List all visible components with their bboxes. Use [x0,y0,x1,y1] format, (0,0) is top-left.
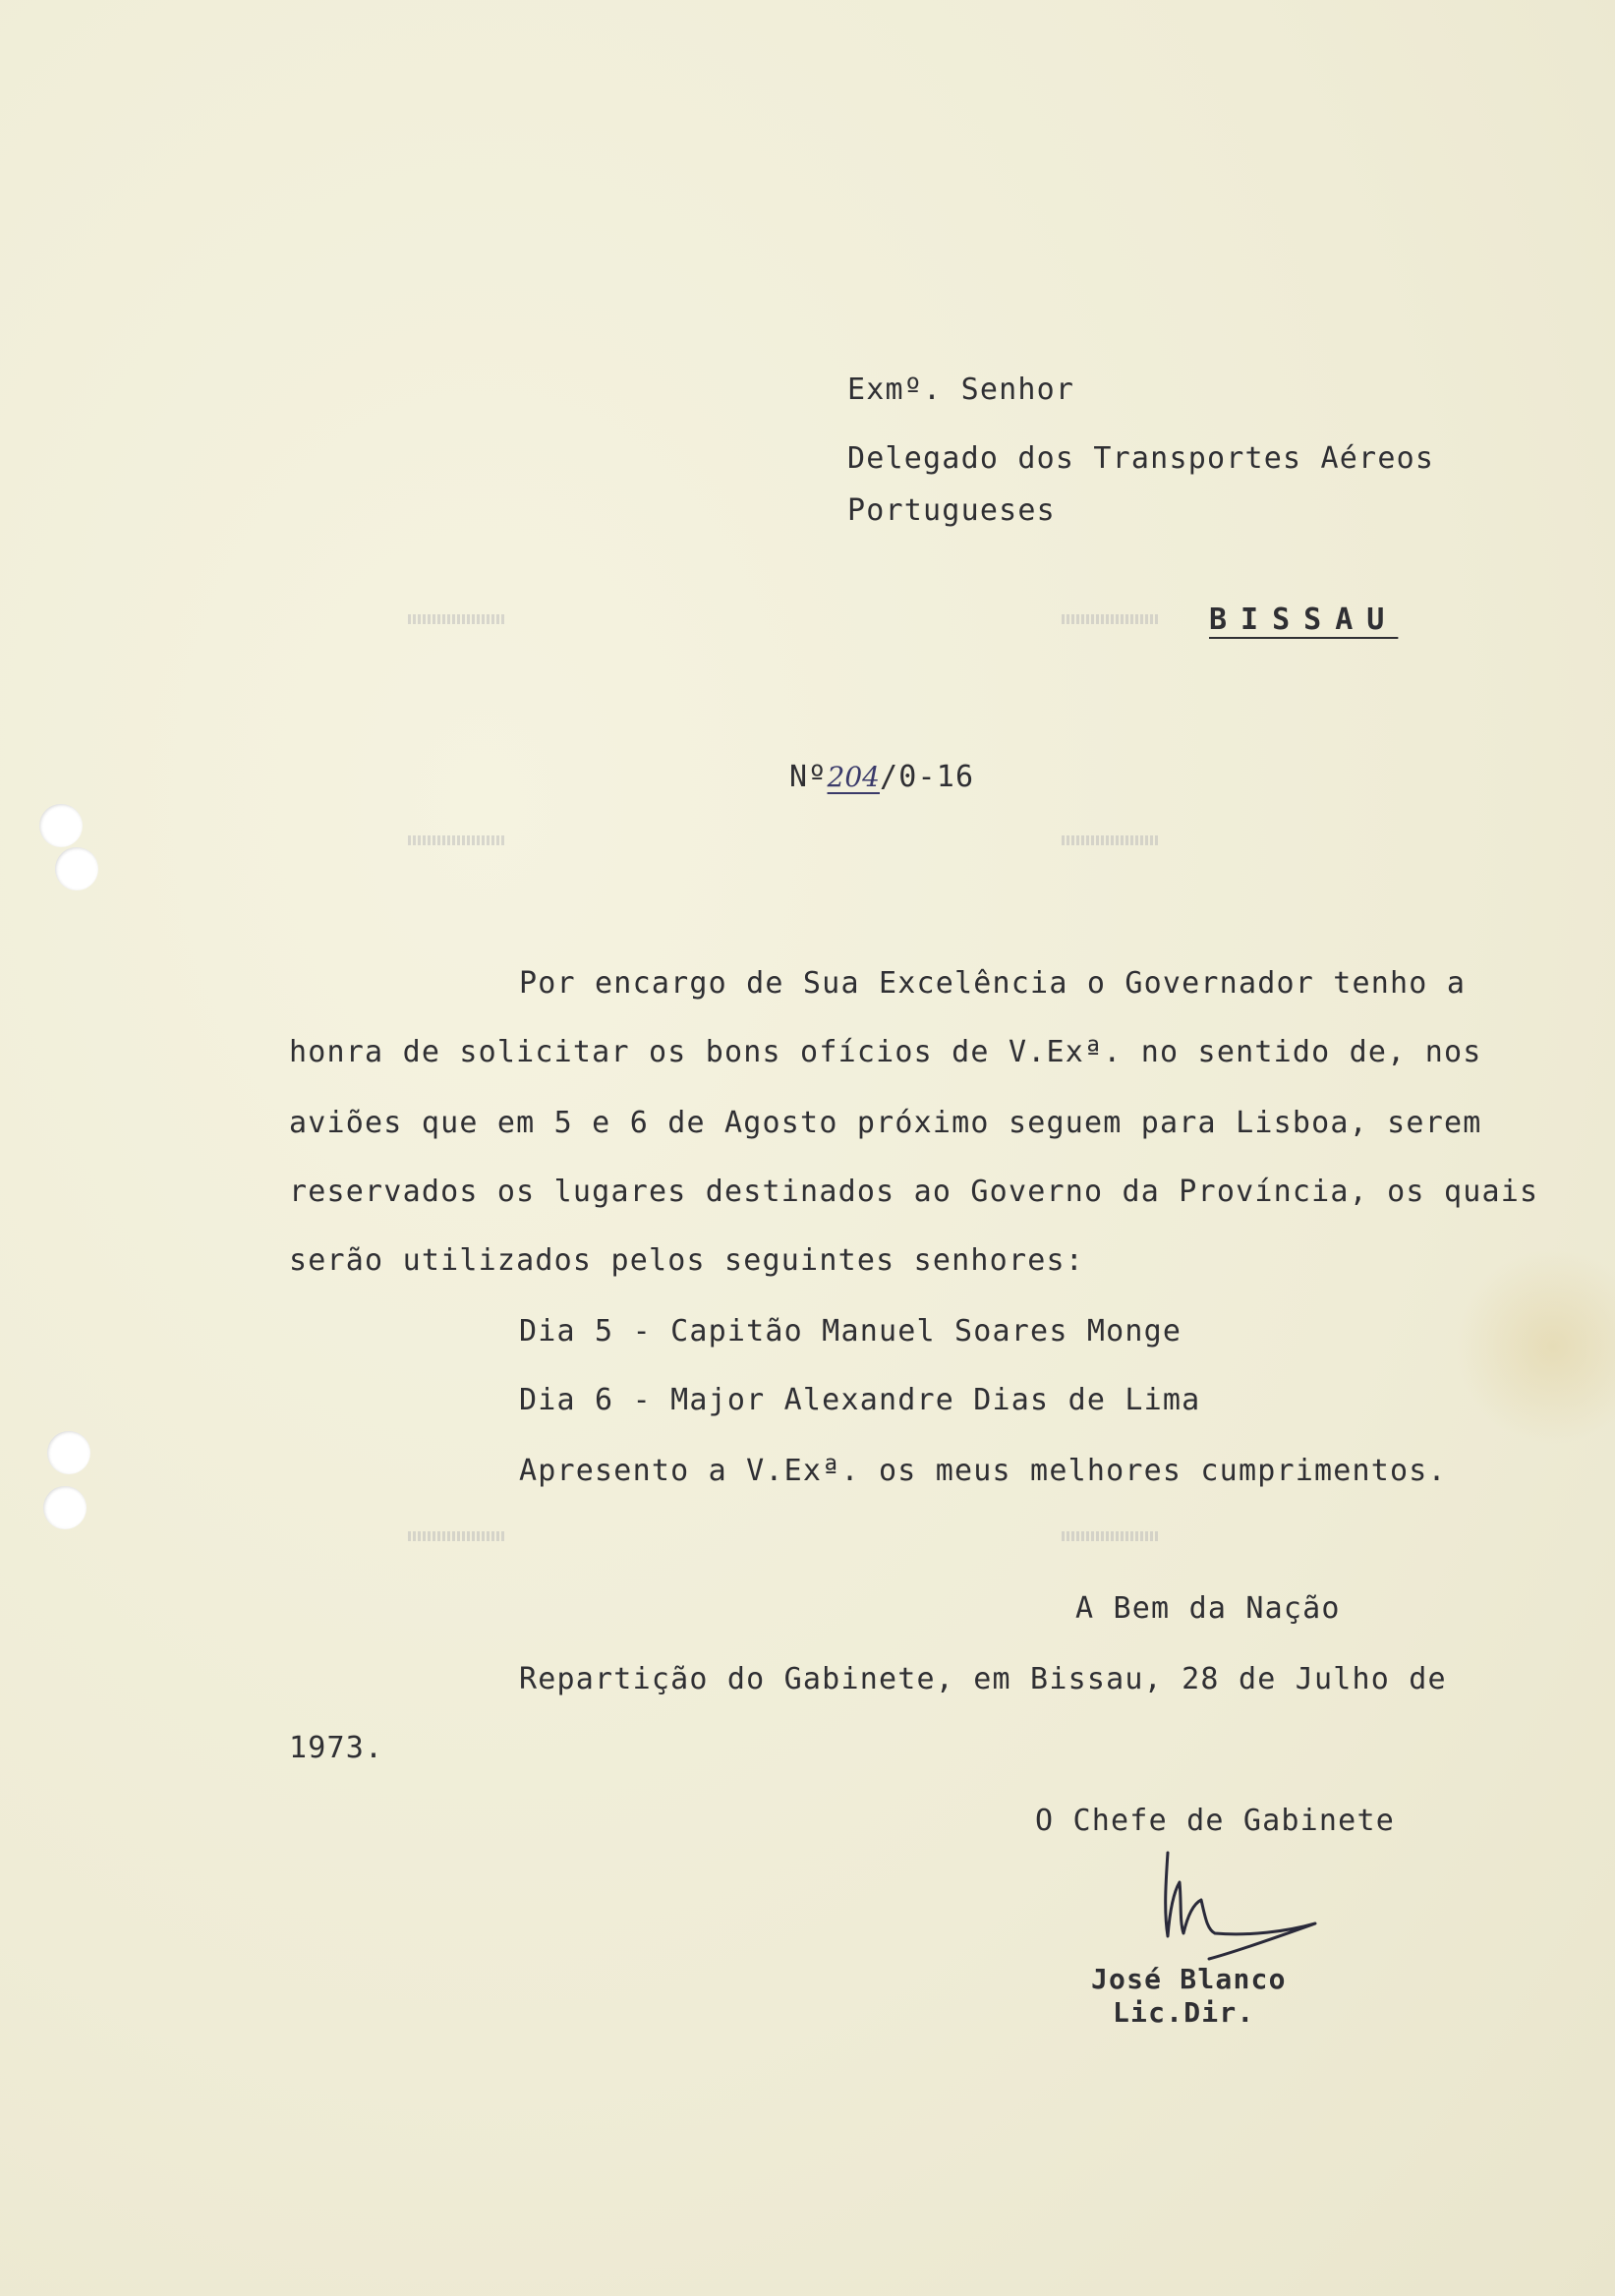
signatory-title: O Chefe de Gabinete [1035,1804,1395,1838]
body-line: Por encargo de Sua Excelência o Governador tenho a [519,966,1467,1001]
salutation: Exmº. Senhor [847,373,1075,407]
list-item: Dia 6 - Major Alexandre Dias de Lima [519,1383,1201,1417]
signatory-name: José Blanco [1091,1963,1287,1995]
recipient-city: BISSAU [1209,603,1399,637]
recipient-line-2: Portugueses [847,493,1056,528]
body-line: reservados os lugares destinados ao Governo da Província, os quais [289,1175,1539,1209]
signature [1150,1843,1327,1971]
faint-mark [1062,1531,1160,1541]
list-item: Dia 5 - Capitão Manuel Soares Monge [519,1314,1182,1349]
body-line: aviões que em 5 e 6 de Agosto próximo seguem para Lisboa, serem [289,1106,1482,1140]
punch-hole [47,1431,90,1474]
reference-number [789,760,975,794]
punch-hole [39,804,83,847]
faint-mark [1062,835,1160,845]
body-line: honra de solicitar os bons ofícios de V.Exª. no sentido de, nos [289,1035,1482,1069]
punch-hole [43,1486,87,1529]
recipient-line-1: Delegado dos Transportes Aéreos [847,441,1435,476]
signatory-credential: Lic.Dir. [1113,1996,1255,2029]
faint-mark [408,1531,506,1541]
place-date-line: Repartição do Gabinete, em Bissau, 28 de Julho de [519,1662,1447,1696]
faint-mark [408,614,506,624]
reference-prefix: Nº [789,760,828,794]
faint-mark [408,835,506,845]
paper-stain [1455,1248,1615,1445]
body-line: serão utilizados pelos seguintes senhores: [289,1243,1084,1278]
motto: A Bem da Nação [1075,1591,1341,1626]
closing-line: Apresento a V.Exª. os meus melhores cumprimentos. [519,1454,1447,1488]
place-date-year: 1973. [289,1731,384,1765]
handwritten-number: 204 [827,761,880,793]
reference-suffix: /0-16 [879,760,975,794]
punch-hole [55,847,98,890]
faint-mark [1062,614,1160,624]
